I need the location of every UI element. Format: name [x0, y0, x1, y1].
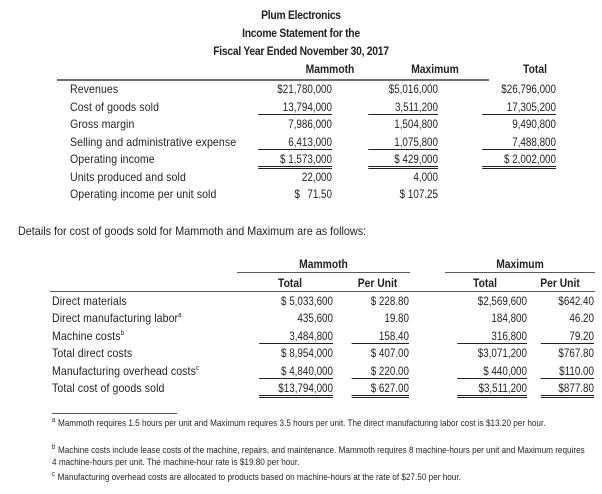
col-header-mammoth: Mammoth: [305, 62, 355, 76]
cell-maximum: 1,504,800: [394, 117, 438, 131]
subcol-mammoth-total: Total: [278, 276, 302, 290]
group-rule-mammoth: [237, 272, 410, 273]
row-label: Operating income per unit sold: [70, 187, 217, 201]
cell-mammoth: 6,413,000: [258, 135, 332, 150]
detail-header-rule: [50, 291, 595, 292]
cell-mammoth: 71.50: [307, 187, 332, 201]
detail-row-label-text: Total cost of goods sold: [52, 381, 165, 395]
detail-cell: $ 228.80: [370, 294, 409, 308]
detail-row-label: [52, 364, 199, 378]
detail-cell: $110.00: [541, 364, 594, 379]
detail-row-label-text: Manufacturing overhead costs: [52, 363, 196, 378]
subcol-mammoth-per-unit: Per Unit: [357, 276, 398, 290]
detail-cell: $3,071,200: [477, 346, 527, 361]
cell-mammoth: $21,780,000: [277, 82, 332, 96]
detail-row-label-text: Direct manufacturing labor: [52, 311, 179, 326]
row-label: Revenues: [70, 82, 119, 96]
detail-row-label: [52, 346, 132, 360]
detail-cell: $ 5,033,600: [281, 294, 333, 308]
detail-row-label: [52, 329, 124, 343]
group-header-mammoth: Mammoth: [299, 257, 348, 271]
footnote-text: Mammoth requires 1.5 hours per unit and Maximum requires 3.5 hours per unit. The direct manufacturing labor cost is $13.20 per hour.: [57, 418, 546, 429]
cell-total: 17,305,200: [482, 100, 556, 115]
cell-maximum: 3,511,200: [368, 100, 438, 115]
cell-total: $ 2,002,000: [482, 152, 556, 169]
cell-maximum: $ 429,000: [368, 152, 438, 169]
footnote-mark: c: [52, 470, 56, 478]
detail-cell: $ 440,000: [457, 364, 527, 379]
detail-cell: 79.20: [541, 329, 594, 344]
cell-mammoth: 13,794,000: [258, 100, 332, 115]
detail-cell: 316,800: [457, 329, 527, 344]
cell-total: 7,488,800: [482, 135, 556, 150]
footnote-text: Machine costs include lease costs of the machine, repairs, and maintenance. Mammoth requires 8 machine-hours per unit and Maximum requires 4 machine-hours per unit. The machine-hour rate is $19.80 per hour.: [52, 445, 585, 468]
cell-total: $26,796,000: [501, 82, 556, 96]
detail-row-label: [52, 381, 164, 395]
detail-row-label-text: Direct materials: [52, 294, 127, 308]
subcol-maximum-total: Total: [473, 276, 497, 290]
details-intro: Details for cost of goods sold for Mammoth and Maximum are as follows:: [18, 224, 367, 238]
footnote-c: [52, 472, 585, 484]
detail-cell: 184,800: [491, 311, 527, 326]
cell-maximum: $5,016,000: [388, 82, 438, 96]
detail-cell: 158.40: [352, 329, 409, 344]
statement-title: Income Statement for the: [242, 26, 360, 40]
detail-cell: 19.80: [384, 311, 409, 326]
currency-sign: $: [399, 187, 405, 201]
detail-cell: $767.80: [558, 346, 594, 361]
footnote-mark: b: [52, 443, 56, 451]
detail-cell: $13,794,000: [259, 381, 333, 398]
detail-cell: $3,511,200: [457, 381, 527, 398]
footnote-mark: a: [52, 416, 56, 424]
detail-row-label-text: Total direct costs: [52, 346, 133, 361]
detail-cell: $877.80: [541, 381, 594, 398]
detail-cell: $642.40: [558, 294, 594, 308]
detail-cell: 46.20: [569, 311, 594, 326]
subcol-maximum-per-unit: Per Unit: [540, 276, 580, 290]
cell-maximum: 107.25: [407, 187, 438, 201]
detail-cell: $ 220.00: [352, 364, 409, 379]
statement-period: Fiscal Year Ended November 30, 2017: [213, 44, 389, 58]
detail-cell: $ 627.00: [352, 381, 409, 398]
footnote-separator: [52, 413, 177, 414]
row-label: Selling and administrative expense: [70, 134, 237, 149]
detail-cell: $ 4,840,000: [259, 364, 333, 379]
company-name: Plum Electronics: [261, 8, 341, 22]
detail-cell: 3,484,800: [259, 329, 333, 344]
cell-mammoth: 7,986,000: [288, 117, 332, 131]
detail-row-label: [52, 294, 127, 308]
group-rule-maximum: [445, 272, 595, 273]
detail-cell: $2,569,600: [477, 294, 527, 308]
footnote-marker: b: [120, 329, 125, 337]
cell-maximum: 1,075,800: [368, 135, 438, 150]
footnote-marker: c: [195, 364, 200, 372]
footnote-b: [52, 445, 585, 469]
footnote-marker: a: [178, 312, 182, 320]
row-label: Operating income: [70, 152, 155, 166]
cell-maximum: 4,000: [413, 169, 438, 184]
currency-sign: $: [294, 187, 300, 201]
cell-mammoth: 22,000: [301, 169, 332, 184]
detail-row-label-text: Machine costs: [52, 328, 121, 343]
cell-total: 9,490,800: [512, 117, 556, 131]
col-header-maximum: Maximum: [411, 62, 459, 76]
cell-mammoth: $ 1,573,000: [258, 152, 332, 169]
detail-cell: 435,600: [297, 311, 333, 326]
row-label: Units produced and sold: [70, 169, 186, 184]
detail-cell: $ 407.00: [370, 346, 409, 361]
detail-row-label: [52, 311, 182, 325]
footnote-a: [52, 418, 585, 430]
group-header-maximum: Maximum: [496, 257, 544, 271]
row-label: Cost of goods sold: [70, 99, 160, 114]
col-header-total: Total: [523, 62, 547, 76]
footnote-text: Manufacturing overhead costs are allocated to products based on machine-hours at the rate of $27.50 per hour.: [57, 472, 461, 483]
row-label: Gross margin: [70, 117, 135, 131]
detail-cell: $ 8,954,000: [281, 346, 333, 361]
